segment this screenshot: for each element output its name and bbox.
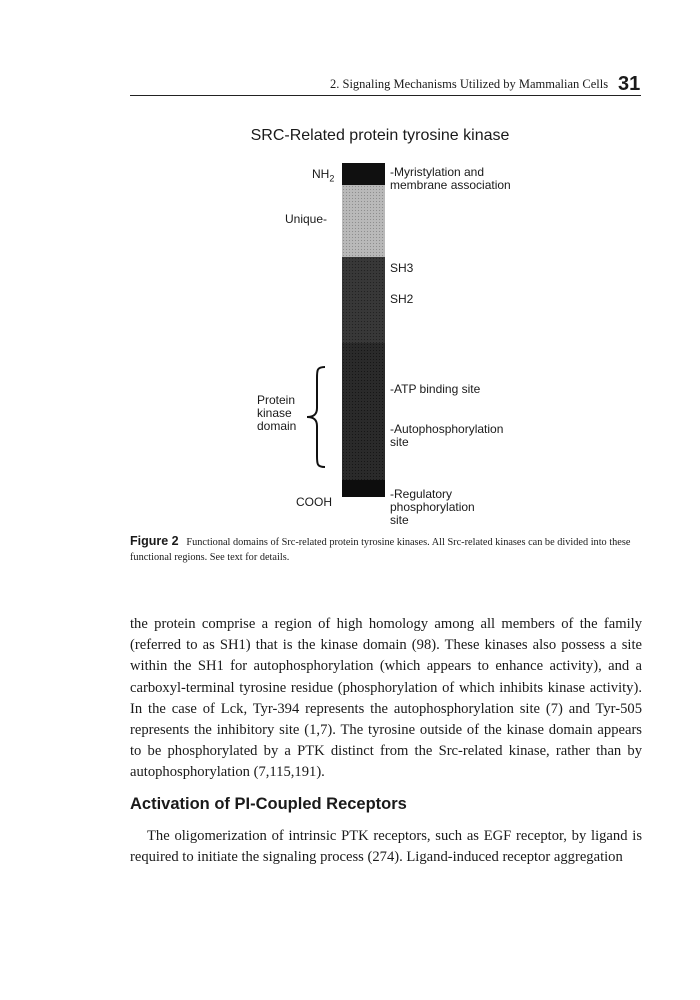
brace-icon xyxy=(305,366,327,468)
body-paragraph-2: The oligomerization of intrinsic PTK receptors, such as EGF receptor, by ligand is required to initiate the signaling process (274). Ligand-induced receptor aggregation xyxy=(130,828,642,866)
figure-caption-text: Functional domains of Src-related protein tyrosine kinases. All Src-related kinases can be divided into these functional regions. See text for details. xyxy=(130,537,631,563)
nh2-label: $NH_2$ xyxy=(312,167,335,184)
atp-binding-label: -ATP binding site xyxy=(390,382,481,396)
section-heading: Activation of PI-Coupled Receptors xyxy=(130,795,407,813)
figure-title: SRC-Related protein tyrosine kinase xyxy=(250,127,510,144)
sh3-label: SH3 xyxy=(390,261,414,275)
page-number: 31 xyxy=(618,73,641,95)
figure-caption xyxy=(130,534,642,565)
autophosphorylation-label: -Autophosphorylation site xyxy=(390,422,504,449)
header-rule xyxy=(130,95,641,96)
sh2-label: SH2 xyxy=(390,292,414,306)
running-head-title: 2. Signaling Mechanisms Utilized by Mammalian Cells xyxy=(330,77,609,91)
unique-region-segment xyxy=(342,185,385,257)
cooh-terminal-segment xyxy=(342,480,385,497)
protein-kinase-domain-label: Protein kinase domain xyxy=(257,393,297,433)
kinase-domain-segment xyxy=(342,343,385,480)
figure-caption-label: Figure 2 xyxy=(130,534,179,548)
myristylation-label: -Myristylation and membrane association xyxy=(390,165,511,192)
nh2-terminal-segment xyxy=(342,163,385,185)
sh3-sh2-segment xyxy=(342,257,385,343)
unique-label: Unique- xyxy=(285,212,328,226)
cooh-label: COOH xyxy=(296,495,332,509)
body-paragraph-1: the protein comprise a region of high homology among all members of the family (referred to as SH1) that is the kinase domain (98). These kinases also possess a site within the SH1 for autophosphorylation (which appears to enhance activity), and a carboxyl-terminal tyrosine residue (phosphorylation of which inhibits kinase activity). In the case of Lck, Tyr-394 represents the autophosphorylation site (7) and Tyr-505 represents the inhibitory site (1,7). The tyrosine outside of the kinase domain appears to be phosphorylated by a PTK distinct from the Src-related kinase, rather than by autophosphorylation (7,115,191). xyxy=(130,616,642,781)
regulatory-phosphorylation-label: -Regulatory phosphorylation site xyxy=(390,487,475,527)
